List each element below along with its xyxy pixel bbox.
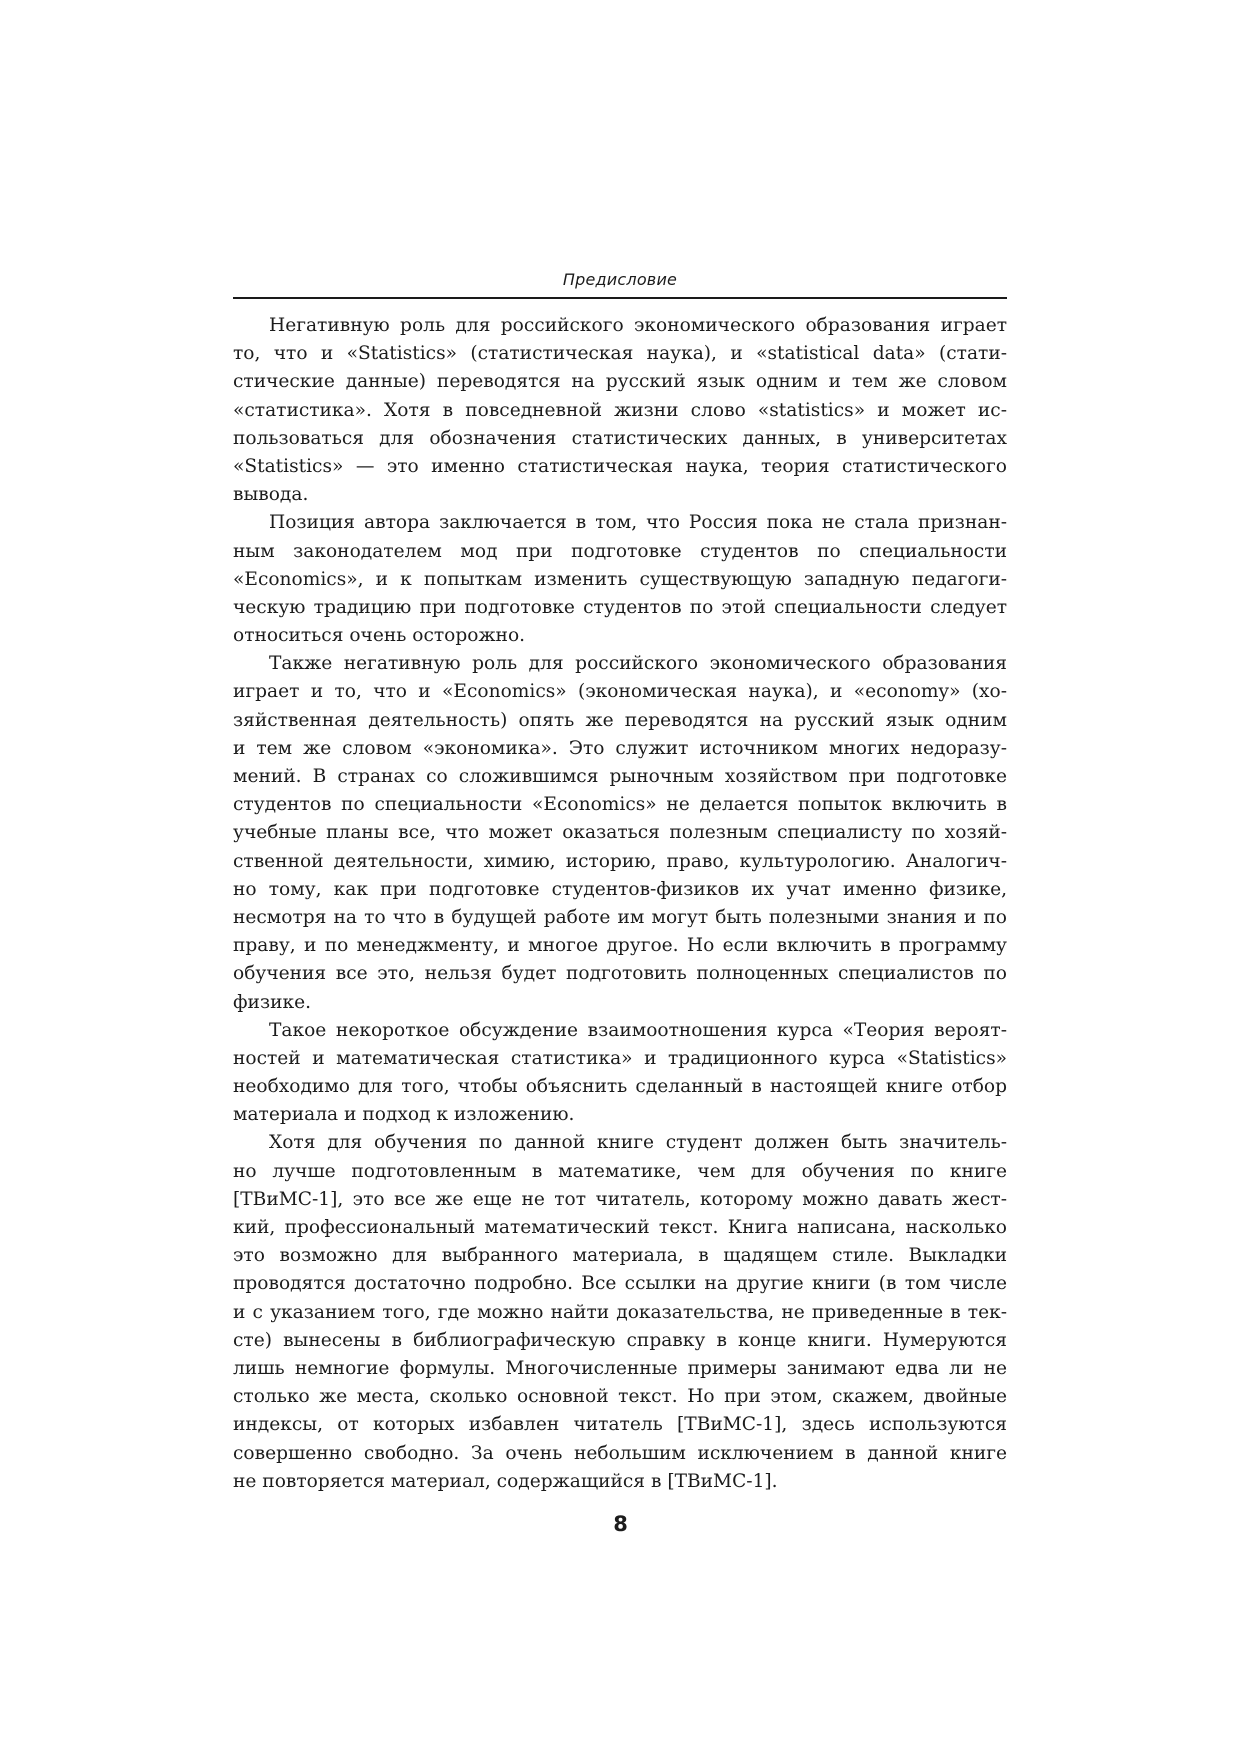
text-line: ственной деятельности, химию, историю, право, культурологию. Аналогич-: [233, 850, 1007, 872]
text-line: Хотя для обучения по данной книге студент должен быть значитель-: [269, 1132, 1007, 1154]
body-text: [233, 312, 1007, 1496]
text-line: индексы, от которых избавлен читатель [ТВиМС-1], здесь используются: [233, 1414, 1007, 1436]
paragraph: [233, 1129, 1007, 1495]
text-line: но лучше подготовленным в математике, чем для обучения по книге: [233, 1160, 1007, 1182]
text-line: студентов по специальности «Economics» не делается попыток включить в: [233, 794, 1007, 816]
text-line: совершенно свободно. За очень небольшим исключением в данной книге: [233, 1442, 1007, 1464]
text-line: необходимо для того, чтобы объяснить сделанный в настоящей книге отбор: [233, 1076, 1007, 1098]
paragraph: [233, 509, 1007, 650]
text-line: не повторяется материал, содержащийся в [ТВиМС-1].: [233, 1470, 778, 1492]
text-line: пользоваться для обозначения статистических данных, в университетах: [233, 427, 1007, 449]
text-line: физике.: [233, 991, 312, 1013]
text-line: зяйственная деятельность) опять же переводятся на русский язык одним: [233, 709, 1007, 731]
text-line: относиться очень осторожно.: [233, 625, 526, 647]
text-line: играет и то, что и «Economics» (экономическая наука), и «economy» (хо-: [233, 681, 1007, 703]
text-line: и с указанием того, где можно найти доказательства, не приведенные в тек-: [233, 1301, 1007, 1323]
text-line: Негативную роль для российского экономического образования играет: [269, 315, 1007, 336]
text-line: несмотря на то что в будущей работе им могут быть полезными знания и по: [233, 906, 1007, 928]
text-line: ностей и математическая статистика» и традиционного курса «Statistics»: [233, 1047, 1007, 1069]
text-line: вывода.: [233, 484, 309, 506]
text-line: но тому, как при подготовке студентов-физиков их учат именно физике,: [233, 878, 1007, 900]
text-line: стические данные) переводятся на русский язык одним и тем же словом: [233, 371, 1007, 393]
text-line: [ТВиМС-1], это все же еще не тот читатель, которому можно давать жест-: [233, 1188, 1007, 1210]
text-line: мений. В странах со сложившимся рыночным хозяйством при подготовке: [233, 766, 1007, 787]
text-line: столько же места, сколько основной текст. Но при этом, скажем, двойные: [233, 1386, 1007, 1408]
text-line: обучения все это, нельзя будет подготовить полноценных специалистов по: [233, 963, 1007, 985]
running-header-title: Предисловие: [562, 270, 678, 289]
running-header: [233, 268, 1007, 299]
text-line: материала и подход к изложению.: [233, 1104, 575, 1126]
text-line: и тем же словом «экономика». Это служит источником многих недоразу-: [233, 737, 1007, 759]
text-line: лишь немногие формулы. Многочисленные примеры занимают едва ли не: [233, 1357, 1007, 1379]
text-line: то, что и «Statistics» (статистическая наука), и «statistical data» (стати-: [233, 343, 1007, 365]
text-line: Также негативную роль для российского экономического образования: [269, 653, 1007, 675]
text-line: ческую традицию при подготовке студентов по этой специальности следует: [233, 596, 1007, 618]
text-line: Такое некороткое обсуждение взаимоотношения курса «Теория вероят-: [269, 1019, 1007, 1041]
text-line: «статистика». Хотя в повседневной жизни слово «statistics» и может ис-: [233, 399, 1007, 421]
text-line: кий, профессиональный математический текст. Книга написана, насколько: [233, 1217, 1007, 1238]
text-line: «Economics», и к попыткам изменить существующую западную педагоги-: [233, 568, 1007, 590]
text-line: сте) вынесены в библиографическую справку в конце книги. Нумеруются: [233, 1329, 1007, 1351]
text-line: учебные планы все, что может оказаться полезным специалисту по хозяй-: [233, 822, 1007, 844]
text-line: «Statistics» — это именно статистическая наука, теория статистического: [233, 455, 1007, 477]
text-line: праву, и по менеджменту, и многое другое. Но если включить в программу: [233, 935, 1007, 957]
paragraph: [233, 312, 1007, 509]
text-line: ным законодателем мод при подготовке студентов по специальности: [233, 540, 1007, 562]
page-number: 8: [613, 1512, 628, 1536]
paragraph: [233, 1017, 1007, 1130]
text-line: проводятся достаточно подробно. Все ссылки на другие книги (в том числе: [233, 1273, 1007, 1295]
paragraph: [233, 650, 1007, 1016]
text-line: Позиция автора заключается в том, что Россия пока не стала признан-: [269, 512, 1007, 534]
text-line: это возможно для выбранного материала, в щадящем стиле. Выкладки: [233, 1245, 1007, 1267]
